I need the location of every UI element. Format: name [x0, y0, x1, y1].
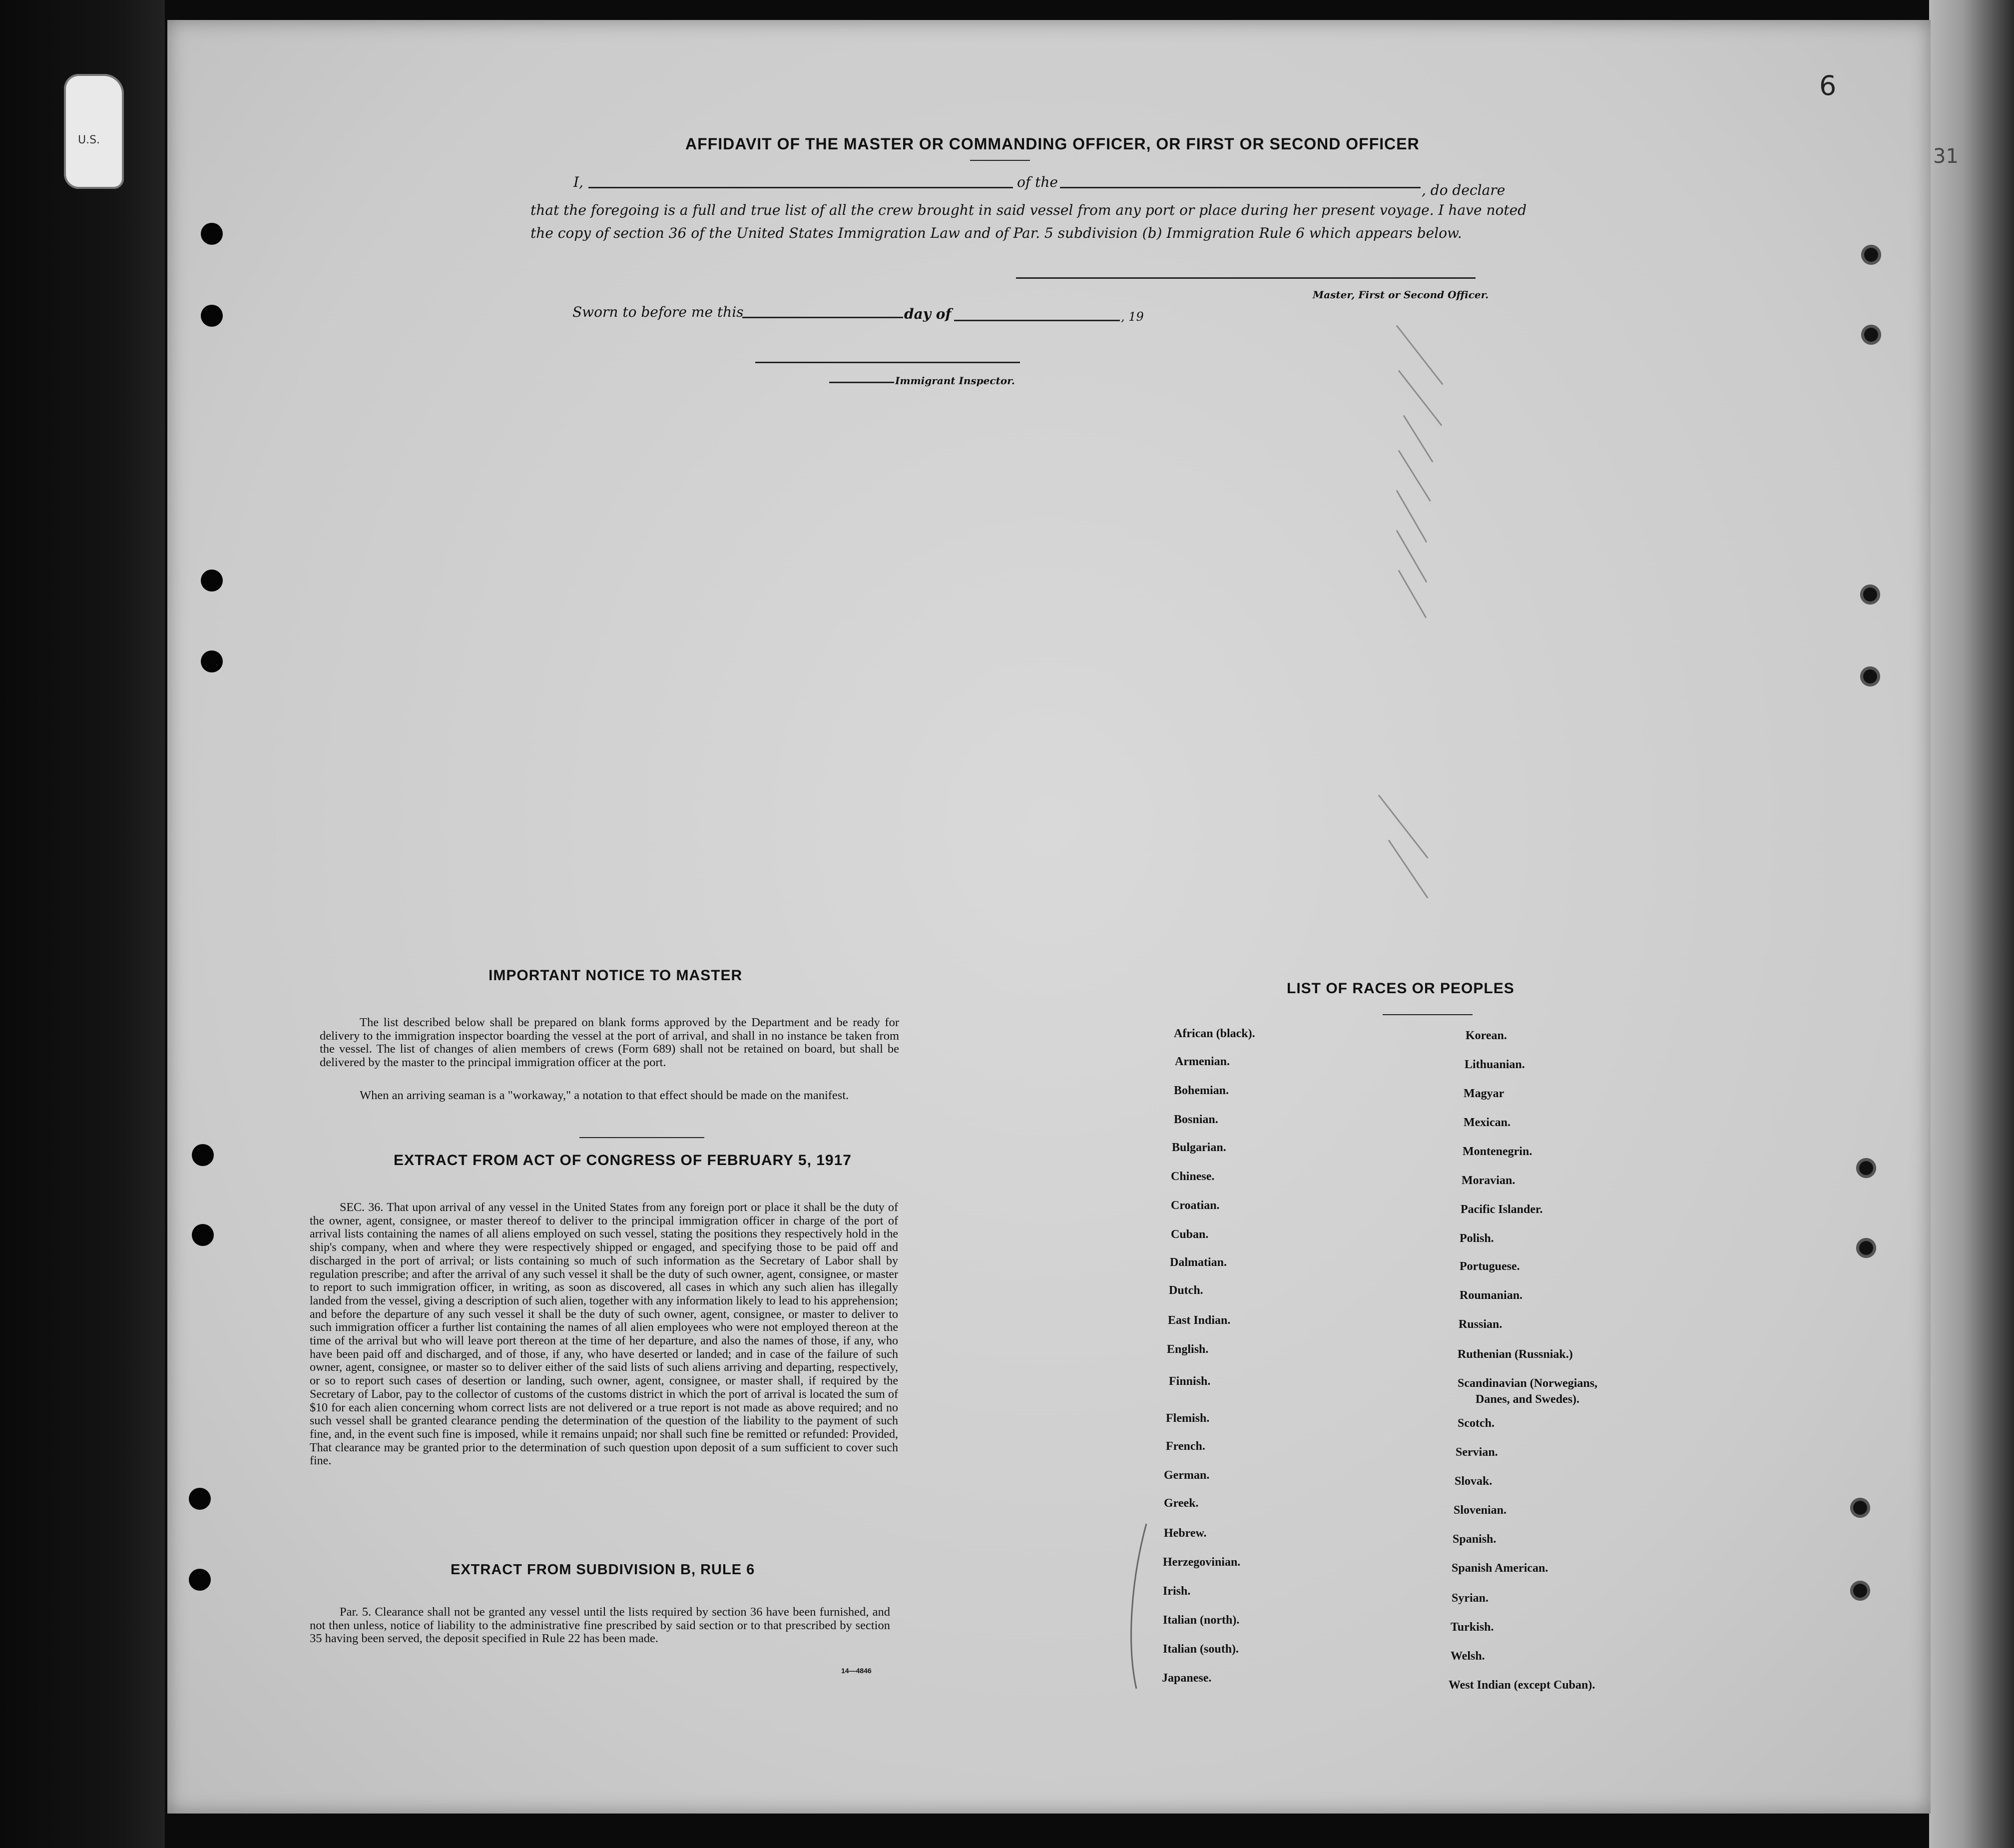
punch-hole	[201, 305, 223, 327]
divider	[1383, 1014, 1473, 1015]
year-label: , 19	[1121, 310, 1144, 324]
race-right-item: Pacific Islander.	[1461, 1203, 1543, 1216]
race-left-item: Finnish.	[1169, 1375, 1211, 1388]
race-left-item: African (black).	[1174, 1027, 1255, 1040]
form-number: 14—4846	[841, 1667, 872, 1675]
punch-hole	[192, 1224, 214, 1246]
form-page	[167, 20, 1931, 1814]
punch-hole	[1850, 1581, 1870, 1601]
race-right-item: Scotch.	[1458, 1417, 1495, 1430]
inspector-signature-line[interactable]	[755, 362, 1020, 363]
race-right-item: Slovak.	[1455, 1475, 1493, 1488]
torn-corner	[64, 74, 124, 189]
handwritten-page-number: 6	[1819, 70, 1837, 101]
race-right-item: Korean.	[1466, 1029, 1507, 1042]
race-right-item: Magyar	[1464, 1087, 1505, 1100]
race-left-item: East Indian.	[1168, 1314, 1231, 1327]
extract-rule-heading: EXTRACT FROM SUBDIVISION B, RULE 6	[451, 1562, 755, 1578]
race-right-item: Portuguese.	[1460, 1260, 1520, 1273]
vessel-blank[interactable]	[1060, 187, 1421, 188]
race-right-item: Roumanian.	[1460, 1289, 1523, 1302]
name-blank[interactable]	[588, 187, 1013, 188]
notice-heading: IMPORTANT NOTICE TO MASTER	[489, 967, 743, 984]
extract-act-text: SEC. 36. That upon arrival of any vessel in the United States from any foreign port or place it shall be the duty of the owner, agent, consignee, or master thereof to deliver to the principal immigration officer in charge of the port of arrival lists containing the names of all aliens employed on such vessel, stating the positions they respectively hold in the ship's company, when and where they were respectively shipped or engaged, and specifying those to be paid off and discharged in the port of arrival; or lists containing so much of such information as the Secretary of Labor shall by regulation prescribe; and after the arrival of any such vessel it shall be the duty of such owner, agent, consignee, or master to report to such immigration officer, in writing, as soon as discovered, all cases in which any such alien has illegally landed from the vessel, giving a description of such alien, together with any information likely to lead to his apprehension; and before the departure of any such vessel it shall be the duty of such owner, agent, consignee, or master to deliver to such immigration officer a further list containing the names of all alien employees who were not employed thereon at the time of the arrival but who will leave port thereon at the time of her departure, and also the names of those, if any, who have been paid off and discharged, and of those, if any, who have deserted or landed; and in case of the failure of such owner, agent, consignee, or master so to deliver either of the said lists of such aliens arriving and departing, respectively, or so to report such cases of desertion or landing, such owner, agent, consignee, or master shall, if required by the Secretary of Labor, pay to the collector of customs of the customs district in which the port of arrival is located the sum of $10 for each alien concerning whom correct lists are not delivered or a true report is not made as above required; and no such vessel shall be granted clearance pending the determination of the question of the liability to the payment of such fine, and, in the event such fine is imposed, while it remains unpaid; nor shall such fine be remitted or refunded: Provided, That clearance may be granted prior to the determination of such question upon deposit of a sum sufficient to cover such fine.	[310, 1201, 898, 1468]
edge-number: 31	[1933, 145, 1959, 168]
punch-hole	[1856, 1238, 1876, 1258]
race-left-item: French.	[1166, 1440, 1205, 1453]
race-right-item: Spanish American.	[1452, 1562, 1548, 1575]
race-left-item: Italian (north).	[1163, 1614, 1240, 1627]
race-left-item: Herzegovinian.	[1163, 1556, 1241, 1569]
punch-hole	[1860, 666, 1880, 686]
inspector-label: Immigrant Inspector.	[895, 375, 1015, 387]
punch-hole	[1860, 585, 1880, 605]
sworn-label: Sworn to before me this	[572, 304, 744, 320]
race-left-item: Bohemian.	[1174, 1084, 1229, 1097]
affidavit-i-label: I,	[573, 174, 583, 190]
race-left-item: Hebrew.	[1164, 1527, 1207, 1540]
punch-hole	[189, 1488, 211, 1510]
extract-rule-text: Par. 5. Clearance shall not be granted any vessel until the lists required by section 36 have been furnished, and not then unless, notice of liability to the administrative fine prescribed by said section or to that prescribed by section 35 having been served, the deposit specified in Rule 22 has been made.	[310, 1605, 890, 1645]
punch-hole	[189, 1569, 211, 1591]
punch-hole	[1856, 1158, 1876, 1178]
race-left-item: Dalmatian.	[1170, 1256, 1227, 1269]
punch-hole	[201, 650, 223, 672]
race-left-item: Bosnian.	[1174, 1113, 1218, 1126]
race-left-item: Greek.	[1164, 1497, 1199, 1510]
extract-act-heading: EXTRACT FROM ACT OF CONGRESS OF FEBRUARY 5, 1917	[394, 1152, 852, 1169]
race-right-item: Moravian.	[1462, 1174, 1515, 1187]
race-left-item: Croatian.	[1171, 1199, 1220, 1212]
race-right-item: Montenegrin.	[1463, 1145, 1532, 1158]
scan-left-border	[0, 0, 165, 1848]
sworn-month-blank[interactable]	[954, 320, 1120, 321]
race-right-item: Turkish.	[1451, 1621, 1494, 1634]
day-of-label: day of	[904, 306, 952, 322]
race-left-item: Cuban.	[1171, 1228, 1209, 1241]
race-right-item: Ruthenian (Russniak.)	[1458, 1348, 1573, 1361]
race-left-item: German.	[1164, 1469, 1210, 1482]
affidavit-declare-label: , do declare	[1422, 182, 1506, 198]
race-right-item: Russian.	[1459, 1318, 1503, 1331]
officer-signature-label: Master, First or Second Officer.	[1313, 289, 1489, 301]
race-right-item: Welsh.	[1451, 1650, 1485, 1663]
punch-hole	[192, 1144, 214, 1166]
punch-hole	[1850, 1498, 1870, 1518]
race-left-item: English.	[1167, 1343, 1209, 1356]
affidavit-line-1: that the foregoing is a full and true list of all the crew brought in said vessel from any port or place during her present voyage. I have noted	[530, 202, 1527, 218]
race-left-item: Italian (south).	[1163, 1643, 1239, 1656]
race-right-item: Polish.	[1460, 1232, 1494, 1245]
notice-paragraph-1: The list described below shall be prepared on blank forms approved by the Department and be ready for delivery to the immigration inspector boarding the vessel at the port of arrival, and shall in no instance be taken from the vessel. The list of changes of alien members of crews (Form 689) shall not be retained on board, but shall be delivered by the master to the principal immigration officer at the port.	[320, 1016, 899, 1069]
race-right-continuation: Danes, and Swedes).	[1476, 1393, 1580, 1406]
punch-hole	[201, 570, 223, 592]
race-right-item: West Indian (except Cuban).	[1449, 1679, 1595, 1692]
race-right-item: Mexican.	[1464, 1116, 1510, 1129]
pencil-bracket	[1126, 1519, 1156, 1694]
inspector-lead-line	[829, 382, 894, 383]
punch-hole	[1861, 325, 1881, 345]
punch-hole	[201, 223, 223, 245]
races-heading: LIST OF RACES OR PEOPLES	[1287, 980, 1514, 997]
race-right-item: Spanish.	[1453, 1533, 1497, 1546]
race-left-item: Dutch.	[1169, 1284, 1203, 1297]
divider	[970, 160, 1030, 161]
edge-mark-text: U.S.	[78, 134, 100, 146]
officer-signature-line[interactable]	[1016, 277, 1476, 279]
race-right-item: Servian.	[1456, 1446, 1498, 1459]
race-left-item: Chinese.	[1171, 1170, 1215, 1183]
race-left-item: Armenian.	[1175, 1055, 1230, 1068]
scan-right-border	[1929, 0, 2014, 1848]
notice-paragraph-2: When an arriving seaman is a "workaway," a notation to that effect should be made on the manifest.	[360, 1089, 849, 1102]
race-right-item: Slovenian.	[1454, 1504, 1507, 1517]
race-left-item: Japanese.	[1162, 1672, 1212, 1685]
affidavit-line-2: the copy of section 36 of the United States Immigration Law and of Par. 5 subdivision (b) Immigration Rule 6 which appears below.	[530, 225, 1462, 241]
affidavit-of-the-label: of the	[1017, 174, 1058, 190]
punch-hole	[1861, 245, 1881, 265]
race-left-item: Flemish.	[1166, 1412, 1210, 1425]
divider	[579, 1137, 704, 1138]
race-right-item: Syrian.	[1452, 1592, 1489, 1605]
sworn-day-blank[interactable]	[742, 317, 903, 318]
affidavit-title: AFFIDAVIT OF THE MASTER OR COMMANDING OFFICER, OR FIRST OR SECOND OFFICER	[685, 135, 1420, 153]
race-left-item: Bulgarian.	[1172, 1141, 1226, 1154]
race-left-item: Irish.	[1163, 1585, 1191, 1598]
race-right-item: Lithuanian.	[1465, 1058, 1525, 1071]
race-right-item: Scandinavian (Norwegians,	[1458, 1377, 1598, 1390]
